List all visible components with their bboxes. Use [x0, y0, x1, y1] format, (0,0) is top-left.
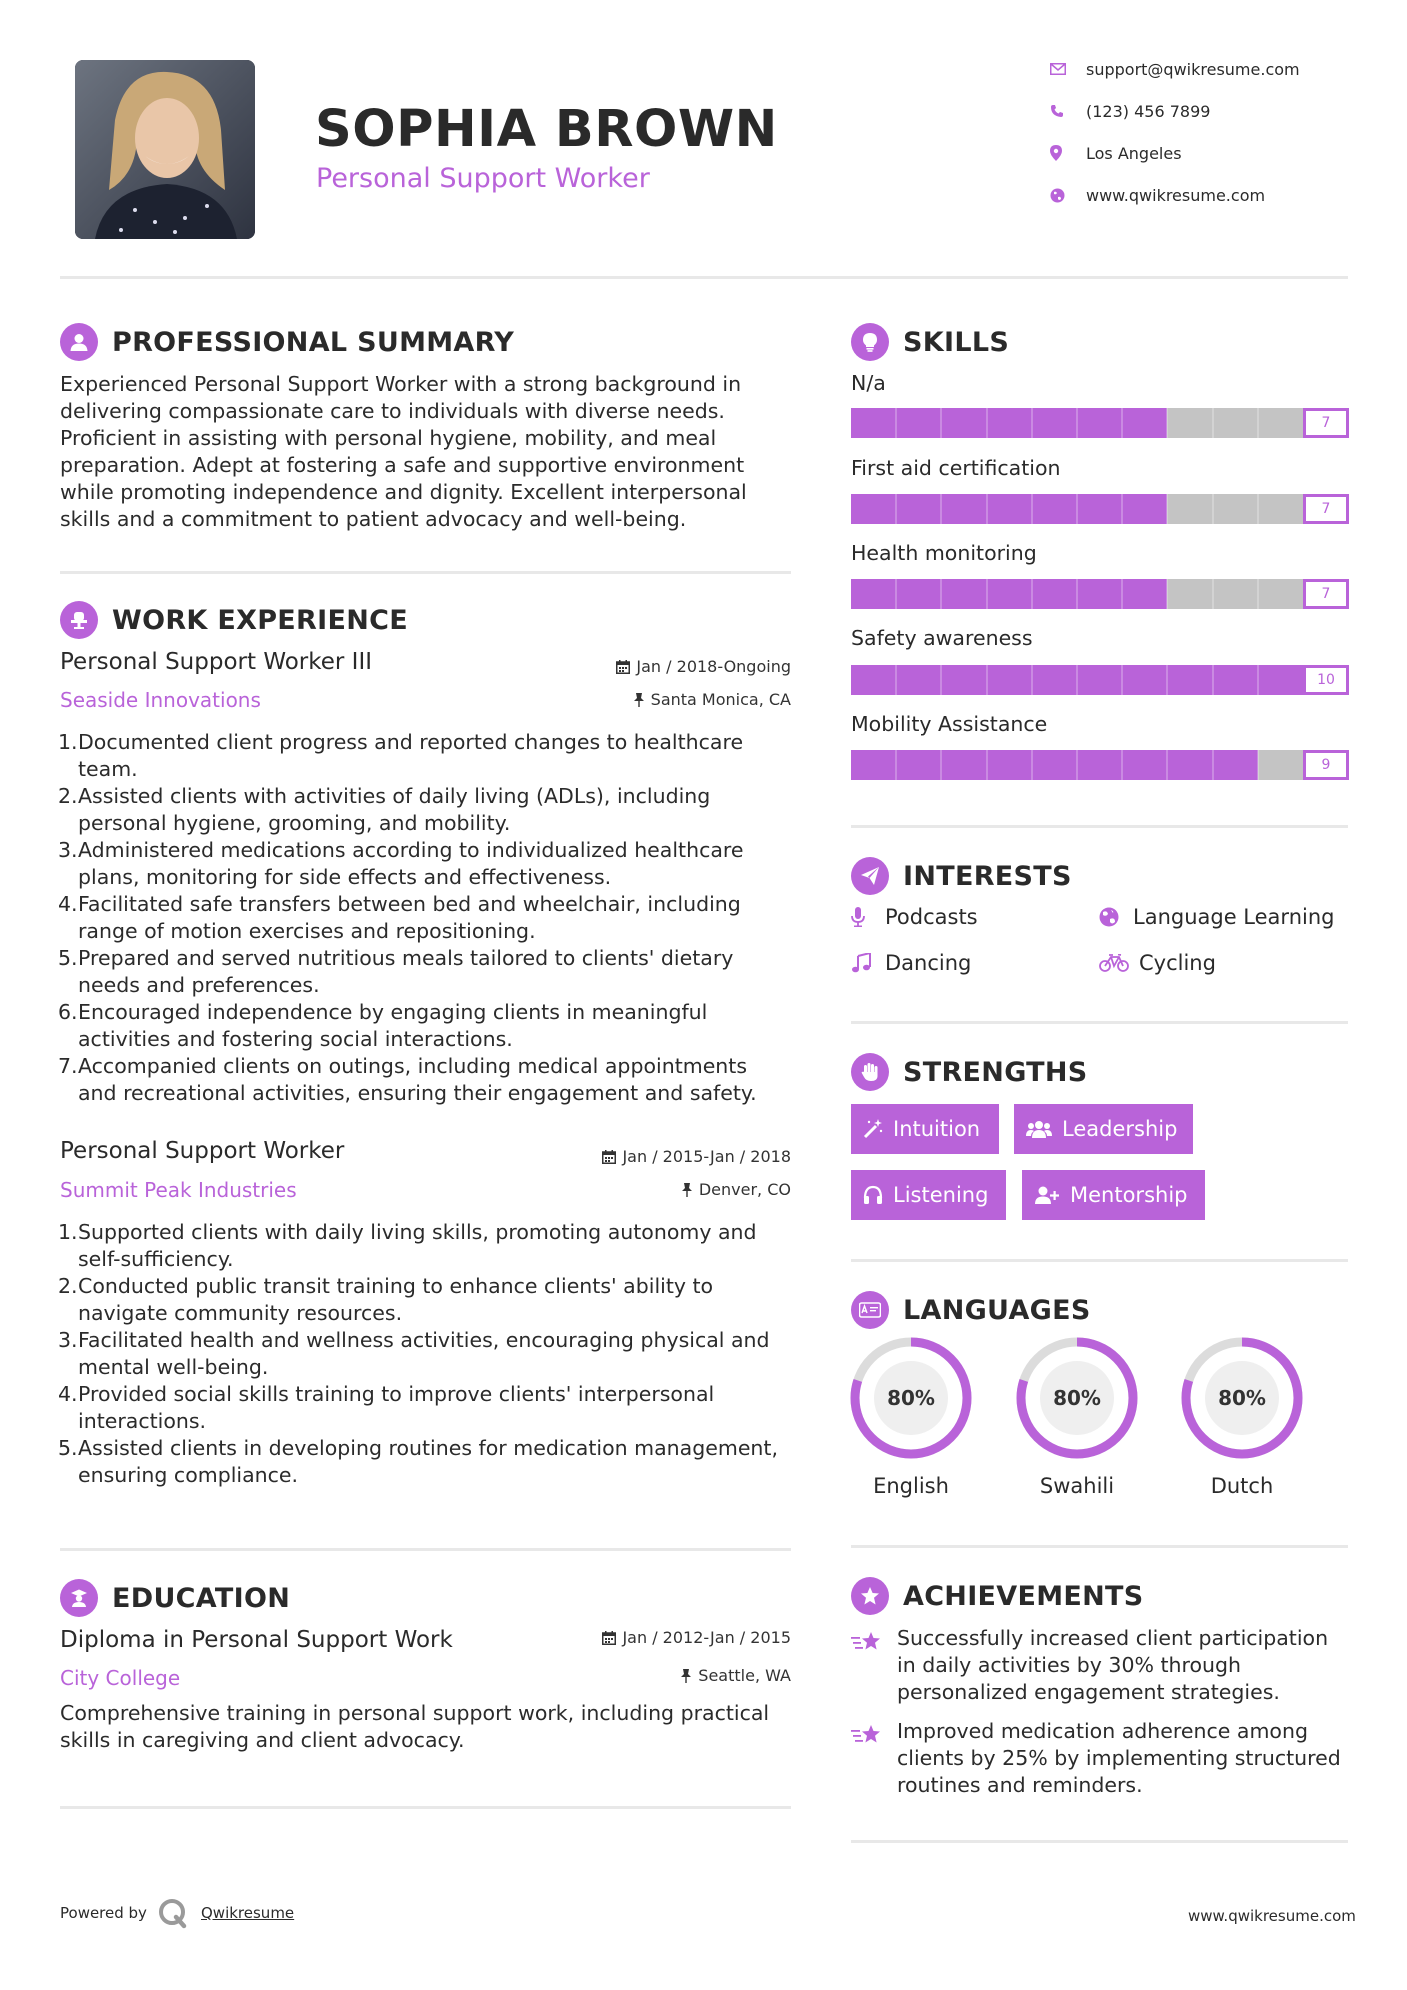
achievement-item	[851, 1625, 1347, 1706]
section-summary-heading	[60, 322, 514, 362]
skill-score: 7	[1303, 494, 1349, 524]
section-interests-heading	[851, 856, 1072, 896]
section-divider	[60, 1806, 791, 1809]
language-percent: 80%	[887, 1386, 935, 1410]
skill-bar-segment	[1166, 750, 1168, 780]
bicycle-icon	[1099, 954, 1133, 972]
shooting-star-icon	[851, 1718, 897, 1752]
job-dates	[541, 1147, 791, 1166]
globe-icon	[1099, 907, 1127, 927]
section-strengths-heading	[851, 1052, 1088, 1092]
envelope-icon	[1050, 63, 1086, 75]
skill-bar-segment	[895, 579, 897, 609]
contact-website[interactable]	[1050, 180, 1350, 210]
header-divider	[60, 276, 1348, 279]
section-divider	[851, 825, 1348, 828]
skill-bar-segment	[1076, 750, 1078, 780]
contact-phone[interactable]	[1050, 96, 1350, 126]
list-item: 5. Prepared and served nutritious meals tailored to clients' dietary needs and preferences.	[58, 946, 734, 997]
list-item: 6. Encouraged independence by engaging clients in meaningful activities and fostering social interactions.	[58, 1000, 708, 1051]
skill-bar-segment	[940, 665, 942, 695]
interest-item	[1099, 902, 1334, 932]
education-text: Comprehensive training in personal support work, including practical skills in caregiving and client advocacy.	[60, 1701, 770, 1752]
education-dates	[541, 1628, 791, 1647]
skill-bar-segment	[1076, 665, 1078, 695]
list-item: 3. Administered medications according to individualized healthcare plans, monitoring for side effects and effectiveness.	[58, 838, 744, 889]
skill-bar	[851, 750, 1349, 780]
pushpin-icon	[681, 1183, 693, 1197]
job-title: Personal Support Worker	[60, 1138, 345, 1164]
skill-score: 9	[1303, 750, 1349, 780]
summary-text: Experienced Personal Support Worker with a strong background in delivering compassionate care to individuals with diverse needs. Proficient in assisting with personal hygiene, mobility, and meal preparation. Adept at fostering a safe and supportive environment while promoting independence and dignity. Excellent interpersonal skills and a commitment to patient advocacy and well-being.	[60, 372, 747, 531]
list-item: 3. Facilitated health and wellness activities, encouraging physical and mental well-being.	[58, 1328, 770, 1379]
section-title: STRENGTHS	[903, 1056, 1088, 1088]
skill-bar-segment	[1166, 579, 1168, 609]
skill-bar	[851, 579, 1349, 609]
skill-score: 7	[1303, 408, 1349, 438]
section-title: SKILLS	[903, 326, 1010, 358]
skill-score: 10	[1303, 665, 1349, 695]
candidate-name: SOPHIA BROWN	[315, 100, 778, 159]
map-pin-icon	[1050, 145, 1086, 161]
job-company: Seaside Innovations	[60, 688, 261, 712]
achievement-text: Improved medication adherence among clients by 25% by implementing structured routines and reminders.	[897, 1719, 1341, 1797]
skill-bar-segment	[1121, 750, 1123, 780]
skill-bar-segment	[1031, 750, 1033, 780]
strength-chip	[851, 1104, 999, 1154]
section-title: ACHIEVEMENTS	[903, 1580, 1144, 1612]
skill-bar	[851, 408, 1349, 438]
contact-email[interactable]	[1050, 54, 1350, 84]
job-location	[541, 690, 791, 709]
section-title: PROFESSIONAL SUMMARY	[112, 326, 515, 358]
skill-bar-segment	[1166, 494, 1168, 524]
list-item: 7. Accompanied clients on outings, including medical appointments and recreational activities, ensuring their engagement and safety.	[58, 1054, 757, 1105]
users-icon	[1026, 1119, 1052, 1139]
calendar-icon	[616, 660, 630, 674]
shooting-star-icon	[851, 1625, 897, 1659]
achievement-item	[851, 1718, 1347, 1799]
section-divider	[851, 1840, 1348, 1843]
section-title: LANGUAGES	[903, 1294, 1091, 1326]
strength-label: Mentorship	[1070, 1183, 1188, 1207]
pushpin-icon	[633, 693, 645, 707]
graduate-icon	[60, 1579, 98, 1617]
star-icon	[851, 1577, 889, 1615]
language-name: Swahili	[1039, 1474, 1115, 1498]
job-location-text: Santa Monica, CA	[650, 690, 791, 709]
section-divider	[851, 1259, 1348, 1262]
skill-bar-segment	[986, 494, 988, 524]
user-icon	[60, 323, 98, 361]
globe-icon	[1050, 188, 1086, 203]
skill-bar-segment	[1166, 665, 1168, 695]
user-plus-icon	[1034, 1185, 1060, 1205]
pushpin-icon	[680, 1669, 692, 1683]
section-divider	[851, 1545, 1348, 1548]
job-dates-text: Jan / 2018-Ongoing	[636, 657, 791, 676]
calendar-icon	[602, 1150, 616, 1164]
skill-bar-segment	[1031, 494, 1033, 524]
education-dates-text: Jan / 2012-Jan / 2015	[622, 1628, 791, 1647]
list-item: 5. Assisted clients in developing routines for medication management, ensuring compliance.	[58, 1436, 778, 1487]
skill-bar-segment	[986, 408, 988, 438]
skill-bar-segment	[895, 494, 897, 524]
profile-photo	[75, 60, 255, 239]
skill-bar-segment	[1121, 579, 1123, 609]
skill-bar-segment	[1076, 494, 1078, 524]
education-location-text: Seattle, WA	[698, 1666, 791, 1685]
list-item: 4. Provided social skills training to improve clients' interpersonal interactions.	[58, 1382, 715, 1433]
section-title: WORK EXPERIENCE	[112, 604, 408, 636]
language-item	[849, 1336, 973, 1498]
job-company: Summit Peak Industries	[60, 1178, 297, 1202]
skill-bar	[851, 665, 1349, 695]
skill-bar-segment	[940, 579, 942, 609]
powered-by-label: Powered by	[60, 1904, 147, 1922]
skill-bar-segment	[1212, 665, 1214, 695]
skill-bar-segment	[1031, 579, 1033, 609]
skill-bar	[851, 494, 1349, 524]
skill-name: Health monitoring	[851, 541, 1037, 565]
skill-bar-segment	[940, 408, 942, 438]
skill-bar-segment	[1031, 665, 1033, 695]
skill-name: Safety awareness	[851, 626, 1033, 650]
skill-bar-segment	[1212, 494, 1214, 524]
interest-item	[1099, 948, 1216, 978]
strength-chip	[851, 1170, 1006, 1220]
skill-bar-segment	[895, 408, 897, 438]
job-location-text: Denver, CO	[698, 1180, 791, 1199]
section-education-heading	[60, 1578, 290, 1618]
interest-item	[851, 948, 971, 978]
headphones-icon	[863, 1185, 883, 1205]
strength-label: Intuition	[893, 1117, 981, 1141]
skill-bar-segment	[1212, 408, 1214, 438]
language-item	[1180, 1336, 1304, 1498]
interest-label: Language Learning	[1133, 905, 1335, 929]
qwikresume-logo	[156, 1896, 190, 1930]
interest-label: Podcasts	[885, 905, 978, 929]
language-name: English	[873, 1474, 949, 1498]
school-name: City College	[60, 1666, 181, 1690]
footer-website[interactable]: www.qwikresume.com	[1188, 1907, 1356, 1925]
skill-bar-segment	[1257, 665, 1259, 695]
skill-bar-segment	[1121, 408, 1123, 438]
strength-label: Listening	[893, 1183, 989, 1207]
hand-icon	[851, 1053, 889, 1091]
education-location	[541, 1666, 791, 1685]
language-progress-ring	[849, 1336, 973, 1460]
job-duties-list	[60, 729, 791, 1107]
job-dates	[541, 657, 791, 676]
skill-bar-segment	[895, 665, 897, 695]
skill-bar-segment	[1212, 750, 1214, 780]
degree-title: Diploma in Personal Support Work	[60, 1627, 453, 1653]
music-note-icon	[851, 953, 879, 973]
skill-bar-segment	[986, 579, 988, 609]
interest-label: Dancing	[885, 951, 972, 975]
skill-bar-segment	[1166, 408, 1168, 438]
strength-chip	[1022, 1170, 1205, 1220]
interest-item	[851, 902, 978, 932]
list-item: 4. Facilitated safe transfers between bed and wheelchair, including range of motion exercises and repositioning.	[58, 892, 741, 943]
job-dates-text: Jan / 2015-Jan / 2018	[622, 1147, 791, 1166]
skill-bar-segment	[1257, 494, 1259, 524]
interest-label: Cycling	[1139, 951, 1216, 975]
candidate-role: Personal Support Worker	[316, 163, 650, 194]
section-skills-heading	[851, 322, 1009, 362]
location-text: Los Angeles	[1086, 143, 1182, 163]
lightbulb-icon	[851, 323, 889, 361]
job-duties-list	[60, 1219, 791, 1489]
paper-plane-icon	[851, 857, 889, 895]
website-text: www.qwikresume.com	[1086, 185, 1266, 205]
section-work-heading	[60, 600, 408, 640]
list-item: 1. Supported clients with daily living skills, promoting autonomy and self-sufficiency.	[58, 1220, 757, 1271]
list-item: 2. Assisted clients with activities of daily living (ADLs), including personal hygiene, grooming, and mobility.	[58, 784, 711, 835]
language-percent: 80%	[1218, 1386, 1266, 1410]
email-text: support@qwikresume.com	[1086, 59, 1300, 79]
section-title: EDUCATION	[112, 1582, 291, 1614]
skill-bar-segment	[986, 750, 988, 780]
calendar-icon	[602, 1631, 616, 1645]
skill-score: 7	[1303, 579, 1349, 609]
job-location	[541, 1180, 791, 1199]
skill-bar-segment	[940, 750, 942, 780]
skill-bar-segment	[1076, 408, 1078, 438]
section-achievements-heading	[851, 1576, 1144, 1616]
skill-bar-segment	[986, 665, 988, 695]
skill-bar-segment	[1031, 408, 1033, 438]
language-progress-ring	[1015, 1336, 1139, 1460]
section-divider	[60, 571, 791, 574]
skill-bar-segment	[895, 750, 897, 780]
skill-name: N/a	[851, 371, 886, 395]
contact-location	[1050, 138, 1350, 168]
phone-icon	[1050, 104, 1086, 118]
skill-bar-segment	[1257, 579, 1259, 609]
list-item: 1. Documented client progress and reported changes to healthcare team.	[58, 730, 744, 781]
section-languages-heading	[851, 1290, 1091, 1330]
language-name: Dutch	[1210, 1474, 1274, 1498]
skill-bar-segment	[1212, 579, 1214, 609]
achievement-text: Successfully increased client participation in daily activities by 30% through personalized engagement strategies.	[897, 1626, 1329, 1704]
skill-bar-segment	[1076, 579, 1078, 609]
phone-text: (123) 456 7899	[1086, 101, 1211, 121]
skill-bar-segment	[1257, 408, 1259, 438]
section-title: INTERESTS	[903, 860, 1072, 892]
skill-bar-segment	[1257, 750, 1259, 780]
skill-bar-segment	[1121, 665, 1123, 695]
microphone-icon	[851, 907, 879, 927]
job-title: Personal Support Worker III	[60, 649, 373, 675]
skill-bar-segment	[1121, 494, 1123, 524]
qwikresume-link[interactable]: Qwikresume	[201, 1904, 295, 1922]
section-divider	[60, 1548, 791, 1551]
strength-chip	[1014, 1104, 1193, 1154]
magic-wand-icon	[863, 1119, 883, 1139]
briefcase-icon	[60, 601, 98, 639]
strength-label: Leadership	[1062, 1117, 1178, 1141]
language-progress-ring	[1180, 1336, 1304, 1460]
list-item: 2. Conducted public transit training to enhance clients' ability to navigate community resources.	[58, 1274, 714, 1325]
language-item	[1015, 1336, 1139, 1498]
skill-bar-segment	[940, 494, 942, 524]
skill-name: Mobility Assistance	[851, 712, 1048, 736]
section-divider	[851, 1021, 1348, 1024]
language-card-icon	[851, 1291, 889, 1329]
skill-name: First aid certification	[851, 456, 1061, 480]
language-percent: 80%	[1053, 1386, 1101, 1410]
